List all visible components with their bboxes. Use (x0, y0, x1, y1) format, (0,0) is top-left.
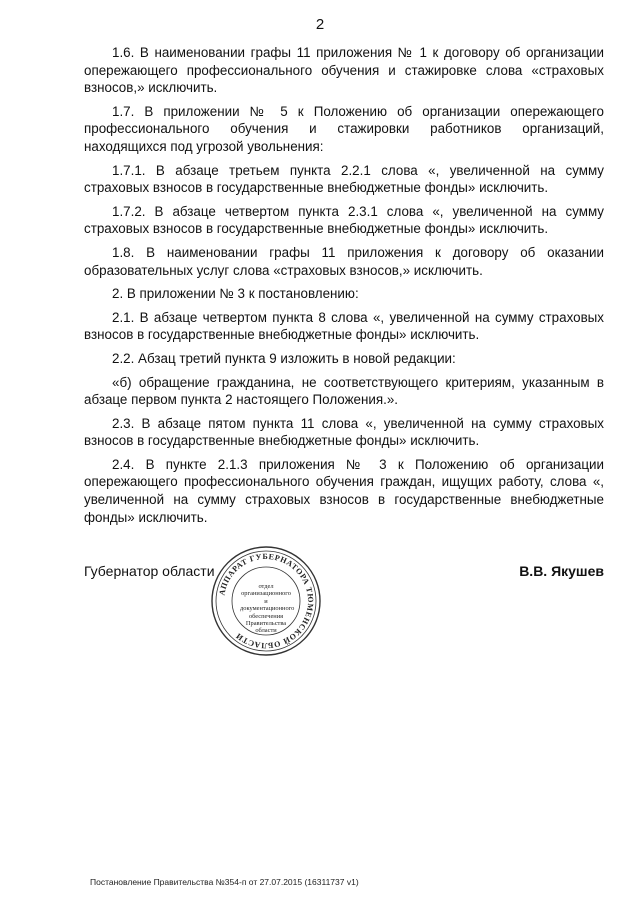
stamp-center-text (240, 583, 295, 635)
stamp-line: и (264, 597, 268, 605)
paragraph-2-4: 2.4. В пункте 2.1.3 приложения № 3 к Положению об организации опережающего профессионального обучения граждан, ищущих работу, слова «, увеличенной на сумму страховых взносов в государственные внебюджетные фонды» исключить. (84, 456, 604, 525)
paragraph-2-1: 2.1. В абзаце четвертом пункта 8 слова «, увеличенной на сумму страховых взносов в государственные внебюджетные фонды» исключить. (84, 309, 604, 343)
stamp-line: обеспечения (248, 612, 284, 620)
paragraph-1-7: 1.7. В приложении № 5 к Положению об организации опережающего профессионального обучения и стажировки работников организаций, находящихся под угрозой увольнения: (84, 103, 604, 154)
stamp-ring-text: АППАРАТ ГУБЕРНАТОРА ТЮМЕНСКОЙ ОБЛАСТИ (217, 551, 316, 651)
page-number: 2 (315, 16, 325, 33)
document-body (84, 44, 604, 532)
paragraph-1-6: 1.6. В наименовании графы 11 приложения № 1 к договору об организации опережающего профессионального обучения и стажировке слова «страховых взносов,» исключить. (84, 45, 604, 96)
paragraph-1-7-1: 1.7.1. В абзаце третьем пункта 2.2.1 слова «, увеличенной на сумму страховых взносов в государственные внебюджетные фонды» исключить. (84, 162, 604, 196)
paragraph-1-8: 1.8. В наименовании графы 11 приложения к договору об оказании образовательных услуг слова «страховых взносов,» исключить. (84, 244, 604, 278)
paragraph-2-2-quote: «б) обращение гражданина, не соответствующего критериям, указанным в абзаце первом пункта 2 настоящего Положения.». (84, 374, 604, 408)
governor-title: Губернатор области (84, 563, 215, 579)
official-stamp (210, 545, 322, 657)
stamp-line: организационного (241, 590, 291, 598)
paragraph-1-7-2: 1.7.2. В абзаце четвертом пункта 2.3.1 слова «, увеличенной на сумму страховых взносов в государственные внебюджетные фонды» исключить. (84, 203, 604, 237)
stamp-line: Правительства (245, 620, 287, 628)
stamp-line: области (255, 627, 277, 635)
stamp-line: документационного (240, 605, 295, 613)
stamp-line: отдел (258, 583, 274, 590)
paragraph-2-3: 2.3. В абзаце пятом пункта 11 слова «, увеличенной на сумму страховых взносов в государственные внебюджетные фонды» исключить. (84, 415, 604, 449)
signature-row (84, 563, 604, 591)
governor-name: В.В. Якушев (519, 563, 604, 579)
paragraph-2-2: 2.2. Абзац третий пункта 9 изложить в новой редакции: (112, 350, 456, 366)
paragraph-2: 2. В приложении № 3 к постановлению: (112, 286, 359, 302)
document-footer: Постановление Правительства №354-п от 27.07.2015 (16311737 v1) (90, 877, 359, 887)
